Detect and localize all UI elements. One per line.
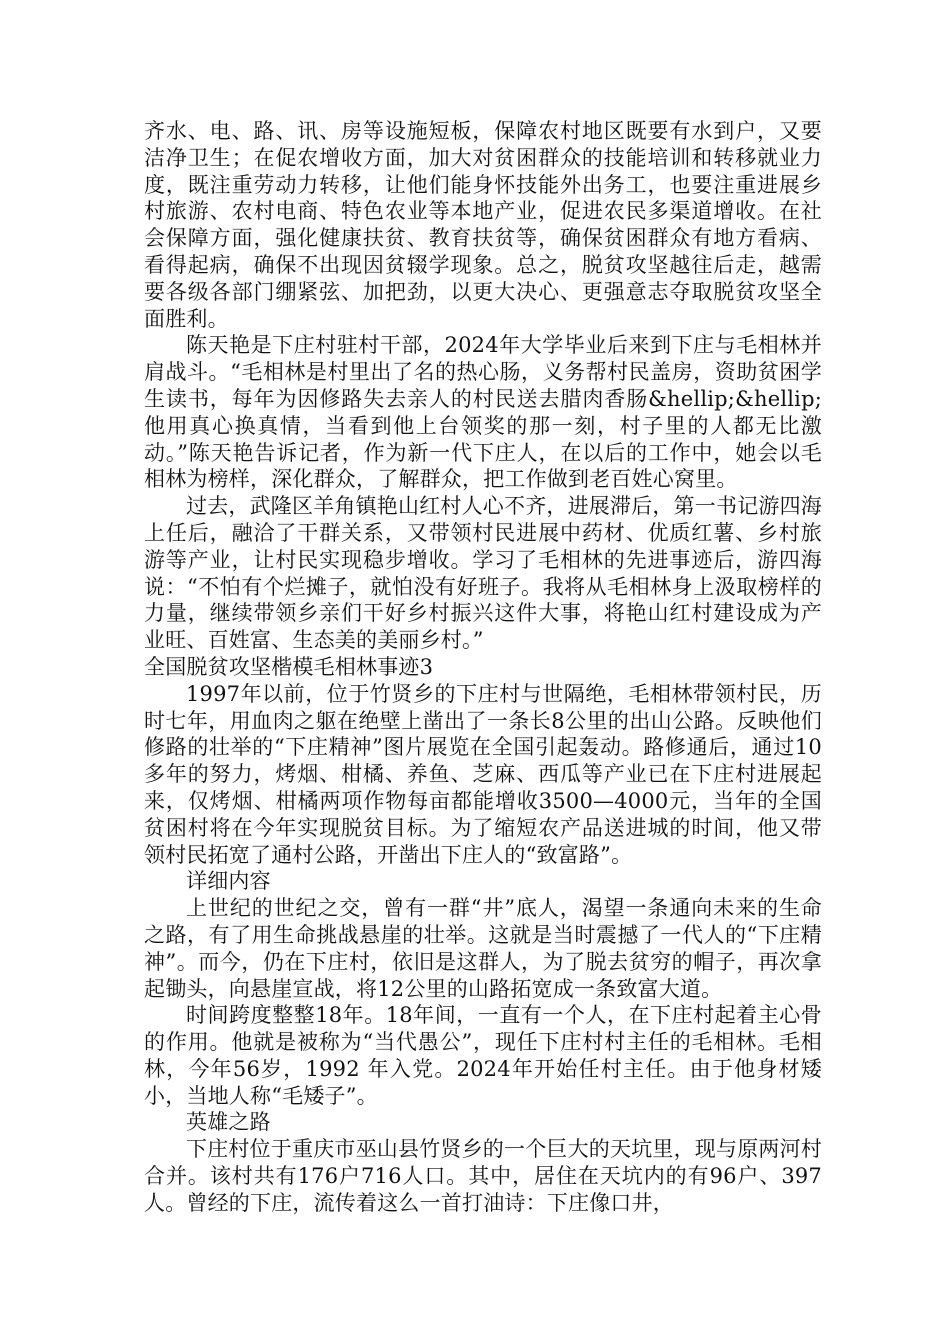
document-body — [144, 118, 822, 1217]
paragraph-1997-road: 1997年以前，位于竹贤乡的下庄村与世隔绝，毛相林带领村民，历时七年，用血肉之躯在绝壁上凿出了一条长8公里的出山公路。反映他们修路的壮举的“下庄精神”图片展览在全国引起轰动。路修通后，通过10多年的努力，烤烟、柑橘、养鱼、芝麻、西瓜等产业已在下庄村进展起来，仅烤烟、柑橘两项作物每亩都能增收3500—4000元，当年的全国贫困村将在今年实现脱贫目标。为了缩短农产品送进城的时间，他又带领村民拓宽了通村公路，开凿出下庄人的“致富路”。 — [144, 681, 822, 867]
section-title-deeds-3: 全国脱贫攻坚楷模毛相林事迹3 — [144, 654, 434, 679]
section-title-details: 详细内容 — [186, 869, 271, 894]
section-title-hero-road: 英雄之路 — [186, 1110, 271, 1135]
paragraph-18-years: 时间跨度整整18年。18年间，一直有一个人，在下庄村起着主心骨的作用。他就是被称为“当代愚公”，现任下庄村村主任的毛相林。毛相林，今年56岁，1992 年入党。2024年开始任村主任。由于他身材矮小，当地人称“毛矮子”。 — [144, 1003, 822, 1108]
paragraph-xiazhuang-village: 下庄村位于重庆市巫山县竹贤乡的一个巨大的天坑里，现与原两河村合并。该村共有176户716人口。其中，居住在天坑内的有96户、397人。曾经的下庄，流传着这么一首打油诗：下庄像口井， — [144, 1137, 822, 1215]
paragraph-century-turn: 上世纪的世纪之交，曾有一群“井”底人，渴望一条通向未来的生命之路，有了用生命挑战悬崖的壮举。这就是当时震撼了一代人的“下庄精神”。而今，仍在下庄村，依旧是这群人，为了脱去贫穷的帽子，再次拿起锄头，向悬崖宣战，将12公里的山路拓宽成一条致富大道。 — [144, 896, 822, 1001]
paragraph-chen-tianyan: 陈天艳是下庄村驻村干部，2024年大学毕业后来到下庄与毛相林并肩战斗。“毛相林是村里出了名的热心肠，义务帮村民盖房，资助贫困学生读书，每年为因修路失去亲人的村民送去腊肉香肠&hellip;&hellip;他用真心换真情，当看到他上台领奖的那一刻，村子里的人都无比激动。”陈天艳告诉记者，作为新一代下庄人，在以后的工作中，她会以毛相林为榜样，深化群众，了解群众，把工作做到老百姓心窝里。 — [144, 333, 822, 492]
paragraph-you-sihai: 过去，武隆区羊角镇艳山红村人心不齐，进展滞后，第一书记游四海上任后，融洽了干群关系，又带领村民进展中药材、优质红薯、乡村旅游等产业，让村民实现稳步增收。学习了毛相林的先进事迹后，游四海说：“不怕有个烂摊子，就怕没有好班子。我将从毛相林身上汲取榜样的力量，继续带领乡亲们干好乡村振兴这件大事，将艳山红村建设成为产业旺、百姓富、生态美的美丽乡村。” — [144, 494, 822, 653]
paragraph-facilities: 齐水、电、路、讯、房等设施短板，保障农村地区既要有水到户，又要洁净卫生；在促农增收方面，加大对贫困群众的技能培训和转移就业力度，既注重劳动力转移，让他们能身怀技能外出务工，也要注重进展乡村旅游、农村电商、特色农业等本地产业，促进农民多渠道增收。在社会保障方面，强化健康扶贫、教育扶贫等，确保贫困群众有地方看病、看得起病，确保不出现因贫辍学现象。总之，脱贫攻坚越往后走，越需要各级各部门绷紧弦、加把劲，以更大决心、更强意志夺取脱贫攻坚全面胜利。 — [144, 119, 822, 331]
